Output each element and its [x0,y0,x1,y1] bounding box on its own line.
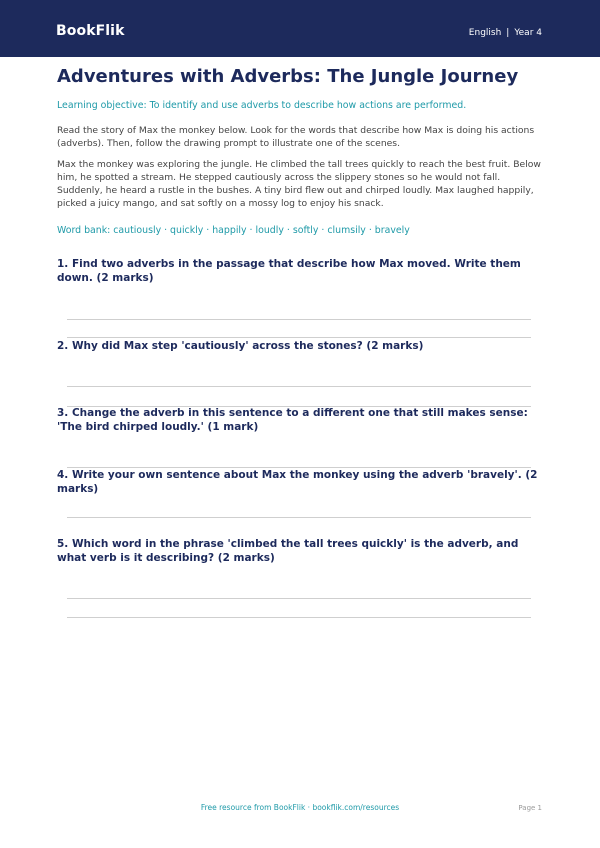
brand-logo[interactable]: BookFlik [56,23,125,39]
header-bar [0,0,600,57]
answer-line[interactable] [67,386,531,387]
answer-line[interactable] [67,319,531,320]
question-1: 1. Find two adverbs in the passage that describe how Max moved. Write them down. (2 marks) [57,258,521,284]
question-5: 5. Which word in the phrase 'climbed the tall trees quickly' is the adverb, and what verb is it describing? (2 marks) [57,538,519,564]
question-2: 2. Why did Max step 'cautiously' across the stones? (2 marks) [57,340,424,352]
answer-line[interactable] [67,617,531,618]
meta-separator: | [506,28,510,38]
answer-line[interactable] [67,517,531,518]
answer-line[interactable] [67,598,531,599]
story-passage: Max the monkey was exploring the jungle. He climbed the tall trees quickly to reach the best fruit. Below him, he spotted a stream. He stepped cautiously across the slippery stones so he would not fall. Suddenly, he heard a rustle in the bushes. A tiny bird flew out and chirped loudly. Max laughed happily, picked a juicy mango, and sat softly on a mossy log to enjoy his snack. [57,159,541,209]
subject-grade [469,28,542,38]
subject-label: English [468,28,502,38]
learning-objective: Learning objective: To identify and use adverbs to describe how actions are performed. [57,100,467,111]
footer-credit[interactable]: Free resource from BookFlik · bookflik.com/resources [200,803,400,812]
page-title: Adventures with Adverbs: The Jungle Journey [57,66,519,87]
answer-line[interactable] [67,337,531,338]
page-number: Page 1 [518,804,542,812]
question-4: 4. Write your own sentence about Max the monkey using the adverb 'bravely'. (2 marks) [57,469,538,495]
question-3: 3. Change the adverb in this sentence to a different one that still makes sense: 'The bird chirped loudly.' (1 mark) [57,407,528,433]
word-bank: Word bank: cautiously · quickly · happily · loudly · softly · clumsily · bravely [57,225,410,236]
instructions-text: Read the story of Max the monkey below. Look for the words that describe how Max is doing his actions (adverbs). Then, follow the drawing prompt to illustrate one of the scenes. [57,125,535,149]
grade-label: Year 4 [514,28,542,38]
